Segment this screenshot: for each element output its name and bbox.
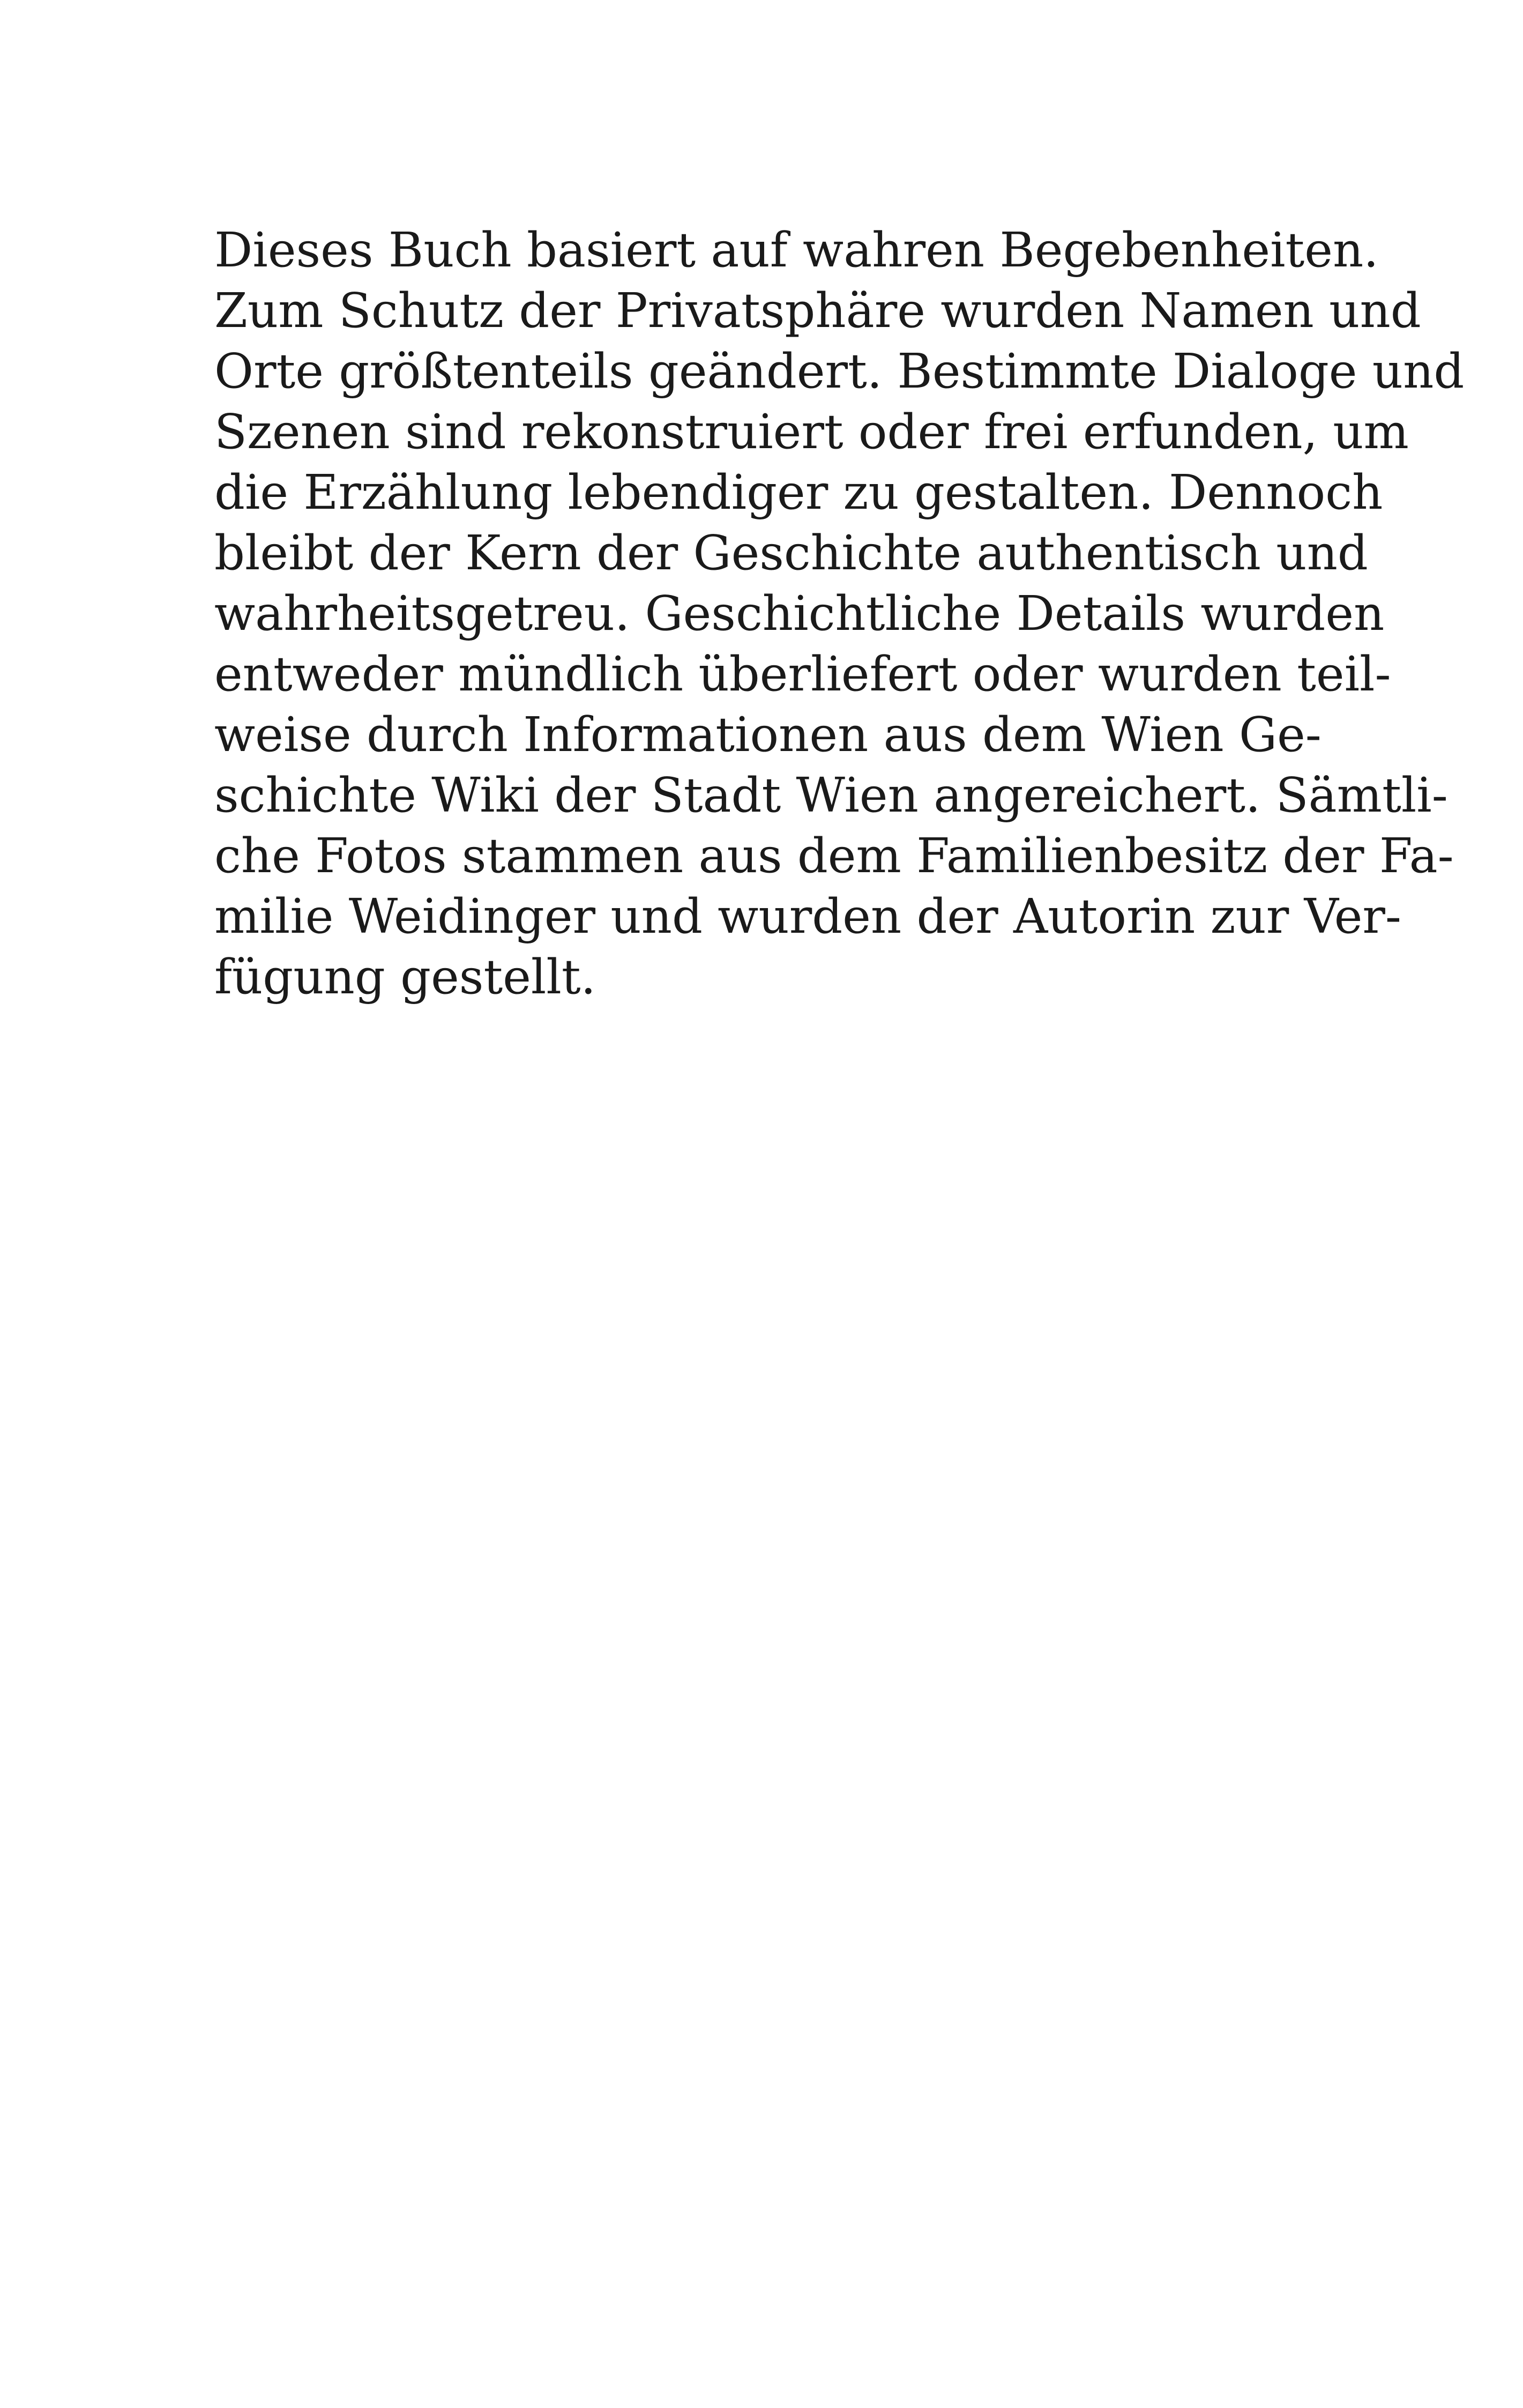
paragraph-line: Dieses Buch basiert auf wahren Begebenheiten. — [214, 222, 1379, 278]
paragraph-line: fügung gestellt. — [214, 949, 596, 1005]
paragraph-line: weise durch Informationen aus dem Wien Ge- — [214, 707, 1322, 762]
paragraph-line: Orte größtenteils geändert. Bestimmte Dialoge und — [214, 343, 1465, 399]
paragraph-line: die Erzählung lebendiger zu gestalten. Dennoch — [214, 464, 1383, 520]
paragraph-line: Szenen sind rekonstruiert oder frei erfunden, um — [214, 404, 1409, 459]
paragraph-line: Zum Schutz der Privatsphäre wurden Namen und — [214, 283, 1421, 338]
paragraph-line: entweder mündlich überliefert oder wurden teil- — [214, 646, 1391, 702]
paragraph-line: che Fotos stammen aus dem Familienbesitz der Fa- — [214, 828, 1454, 883]
paragraph-line: wahrheitsgetreu. Geschichtliche Details wurden — [214, 585, 1385, 641]
paragraph-line: schichte Wiki der Stadt Wien angereichert. Sämtli- — [214, 767, 1448, 823]
disclaimer-paragraph — [214, 220, 1465, 1007]
paragraph-line: bleibt der Kern der Geschichte authentisch und — [214, 525, 1368, 581]
paragraph-line: milie Weidinger und wurden der Autorin zur Ver- — [214, 888, 1402, 944]
